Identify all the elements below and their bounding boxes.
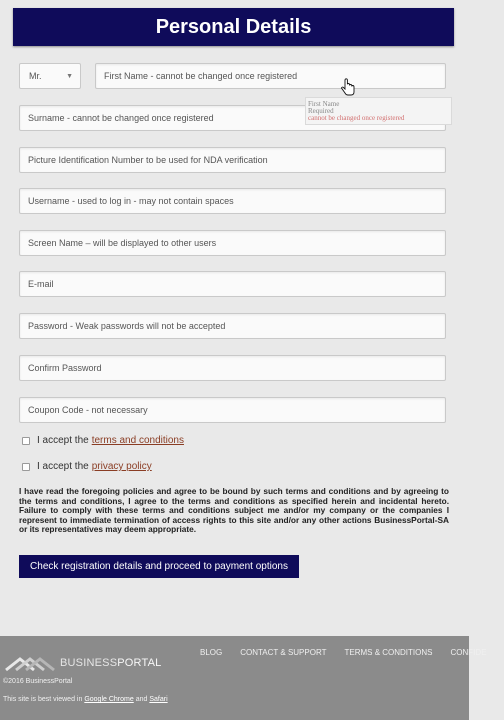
- tooltip-message: cannot be changed once registered: [308, 114, 405, 122]
- picture-id-field[interactable]: [19, 147, 446, 173]
- email-placeholder: E-mail: [28, 279, 54, 289]
- proceed-to-payment-button[interactable]: Check registration details and proceed to payment options: [19, 555, 299, 578]
- confirm-password-field[interactable]: [19, 355, 446, 381]
- tooltip-required: Required: [308, 107, 334, 115]
- brand-part-1: BUSINESS: [60, 657, 118, 669]
- hand-pointer-icon: [341, 79, 355, 100]
- confirm-password-placeholder: Confirm Password: [28, 363, 102, 373]
- title-select-value: Mr.: [29, 71, 42, 81]
- privacy-row: [22, 461, 152, 472]
- terms-checkbox[interactable]: [22, 437, 30, 445]
- password-field[interactable]: [19, 313, 446, 339]
- terms-label: I accept the: [37, 435, 89, 446]
- page-title: Personal Details: [13, 8, 454, 46]
- footer-nav: [200, 648, 504, 657]
- copyright-text: ©2016 BusinessPortal: [3, 678, 73, 685]
- username-field[interactable]: [19, 188, 446, 214]
- privacy-label: I accept the: [37, 461, 89, 472]
- email-field[interactable]: [19, 271, 446, 297]
- terms-link[interactable]: terms and conditions: [91, 435, 184, 446]
- first-name-field[interactable]: [95, 63, 446, 89]
- password-placeholder: Password - Weak passwords will not be accepted: [28, 321, 226, 331]
- policy-agreement-text: I have read the foregoing policies and agree to be bound by such terms and conditions and by agreeing to the terms and conditions, I agree to the terms and conditions as specified herein and incidental hereto. Failure to comply with these terms and conditions subject me and/or my company or the companies I represent to immediate termination of access rights to this site and/or any other actions BusinessPortal-SA or its representatives may deem appropriate.: [19, 486, 449, 535]
- picture-id-placeholder: Picture Identification Number to be used for NDA verification: [28, 155, 268, 165]
- chrome-link[interactable]: Google Chrome: [84, 696, 134, 703]
- screen-name-placeholder: Screen Name – will be displayed to other users: [28, 238, 217, 248]
- best-viewed-prefix: This site is best viewed in: [3, 696, 83, 703]
- footer: [0, 636, 487, 720]
- tooltip-field-name: First Name: [308, 100, 340, 108]
- terms-row: [22, 435, 184, 446]
- username-placeholder: Username - used to log in - may not contain spaces: [28, 196, 234, 206]
- safari-link[interactable]: Safari: [149, 696, 168, 703]
- validation-tooltip: [305, 97, 452, 125]
- footer-brand: [60, 657, 161, 669]
- coupon-code-field[interactable]: [19, 397, 446, 423]
- privacy-checkbox[interactable]: [22, 463, 30, 471]
- first-name-placeholder: First Name - cannot be changed once registered: [104, 71, 298, 81]
- best-viewed-and: and: [135, 696, 148, 703]
- surname-placeholder: Surname - cannot be changed once registered: [28, 113, 214, 123]
- chevron-down-icon: ▼: [66, 72, 73, 80]
- privacy-link[interactable]: privacy policy: [91, 461, 152, 472]
- best-viewed-text: [3, 696, 168, 703]
- footer-link-terms[interactable]: TERMS & CONDITIONS: [344, 648, 433, 657]
- footer-link-contact[interactable]: CONTACT & SUPPORT: [240, 648, 327, 657]
- footer-link-blog[interactable]: BLOG: [200, 648, 223, 657]
- business-portal-logo-icon: [4, 650, 60, 674]
- footer-link-confidentiality[interactable]: CONFIDE: [450, 648, 487, 657]
- title-select[interactable]: [19, 63, 81, 89]
- screen-name-field[interactable]: [19, 230, 446, 256]
- brand-part-2: PORTAL: [117, 657, 162, 669]
- coupon-code-placeholder: Coupon Code - not necessary: [28, 405, 148, 415]
